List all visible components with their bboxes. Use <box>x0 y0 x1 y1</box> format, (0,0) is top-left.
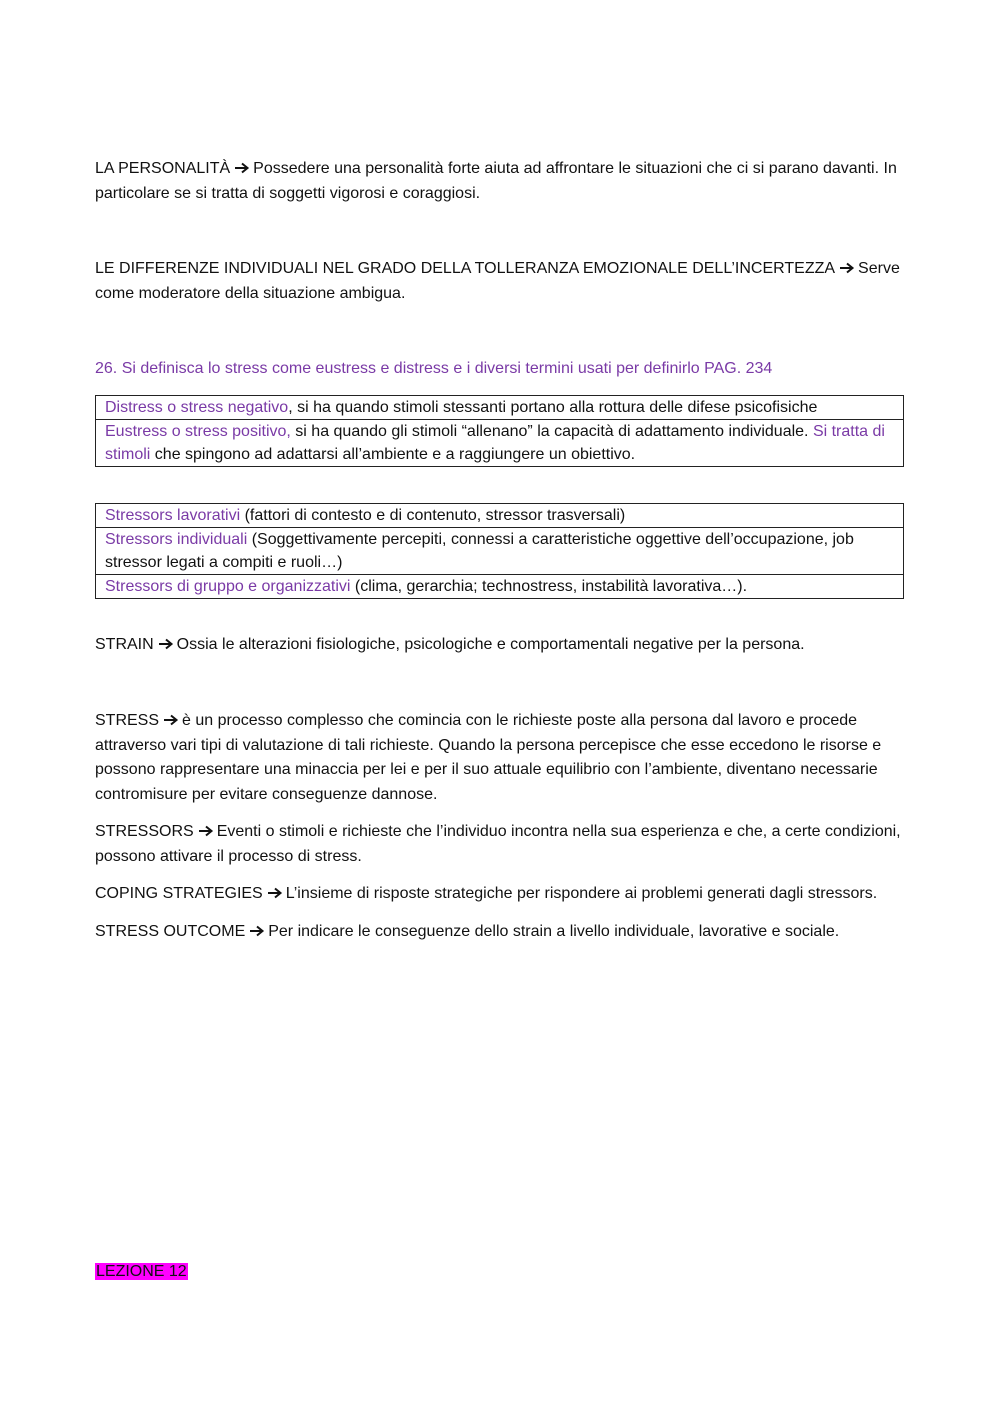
term-text: , si ha quando stimoli stessanti portano alla rottura delle difese psicofisiche <box>288 399 818 416</box>
paragraph-personalita <box>95 157 905 206</box>
term-text: (fattori di contesto e di contenuto, stressor trasversali) <box>240 507 626 524</box>
term-highlight: Stressors lavorativi <box>105 507 241 524</box>
term-label: STRESS OUTCOME <box>95 923 246 940</box>
paragraph-stressors <box>95 820 905 869</box>
table-row <box>96 504 904 528</box>
term-label: STRESS <box>95 712 160 729</box>
term-text: L’insieme di risposte strategiche per rispondere ai problemi generati dagli stressors. <box>285 885 878 902</box>
question-heading: 26. Si definisca lo stress come eustress e distress e i diversi termini usati per definirlo PAG. 234 <box>95 360 773 377</box>
arrow-right-icon <box>267 887 283 899</box>
paragraph-coping <box>95 882 905 907</box>
term-text: che spingono ad adattarsi all’ambiente e a raggiungere un obiettivo. <box>150 446 636 463</box>
term-text: (Soggettivamente percepiti, connessi a caratteristiche oggettive dell’occupazione, job stressor legati a compiti e ruoli…) <box>105 531 854 571</box>
table-cell <box>96 575 904 599</box>
distress-eustress-table <box>95 395 904 467</box>
arrow-right-icon <box>163 714 179 726</box>
table-cell <box>96 420 904 467</box>
term-label: LA PERSONALITÀ <box>95 160 231 177</box>
table-row <box>96 575 904 599</box>
term-text: si ha quando gli stimoli “allenano” la capacità di adattamento individuale. <box>290 423 813 440</box>
term-label: LE DIFFERENZE INDIVIDUALI NEL GRADO DELLA TOLLERANZA EMOZIONALE DELL’INCERTEZZA <box>95 260 836 277</box>
table-cell <box>96 504 904 528</box>
arrow-right-icon <box>198 825 214 837</box>
lesson-heading <box>95 1260 905 1285</box>
paragraph-strain <box>95 633 905 658</box>
stressors-table <box>95 503 904 599</box>
arrow-right-icon <box>839 262 855 274</box>
table-row <box>96 396 904 420</box>
term-text: Eventi o stimoli e richieste che l’individuo incontra nella sua esperienza e che, a certe condizioni, possono attivare il processo di stress. <box>95 823 901 865</box>
term-text: Possedere una personalità forte aiuta ad affrontare le situazioni che ci si parano davanti. In particolare se si tratta di soggetti vigorosi e coraggiosi. <box>95 160 897 202</box>
table-row <box>96 528 904 575</box>
term-highlight: Stressors individuali <box>105 531 248 548</box>
table-cell <box>96 528 904 575</box>
term-text: Per indicare le conseguenze dello strain a livello individuale, lavorative e sociale. <box>268 923 840 940</box>
term-highlight: Si tratta di stimoli <box>105 423 885 463</box>
term-highlight: Eustress o stress positivo, <box>105 423 291 440</box>
table-cell <box>96 396 904 420</box>
paragraph-stress <box>95 709 905 807</box>
paragraph-outcome <box>95 920 905 945</box>
term-label: COPING STRATEGIES <box>95 885 263 902</box>
term-text: (clima, gerarchia; technostress, instabilità lavorativa…). <box>350 578 748 595</box>
term-text: Ossia le alterazioni fisiologiche, psicologiche e comportamentali negative per la persona. <box>176 636 805 653</box>
term-label: STRESSORS <box>95 823 194 840</box>
term-label: STRAIN <box>95 636 154 653</box>
arrow-right-icon <box>158 638 174 650</box>
term-highlight: Stressors di gruppo e organizzativi <box>105 578 351 595</box>
table-row <box>96 420 904 467</box>
paragraph-differenze <box>95 257 905 306</box>
term-highlight: Distress o stress negativo <box>105 399 289 416</box>
term-text: è un processo complesso che comincia con le richieste poste alla persona dal lavoro e procede attraverso vari tipi di valutazione di tali richieste. Quando la persona percepisce che esse eccedono le risorse e possono rappresentare una minaccia per lei e per il suo attuale equilibrio con l’ambiente, diventano necessarie contromisure per evitare conseguenze dannose. <box>95 712 882 803</box>
term-text: Serve come moderatore della situazione ambigua. <box>95 260 900 302</box>
arrow-right-icon <box>249 925 265 937</box>
arrow-right-icon <box>234 162 250 174</box>
lesson-highlight: LEZIONE 12 <box>96 1263 187 1280</box>
